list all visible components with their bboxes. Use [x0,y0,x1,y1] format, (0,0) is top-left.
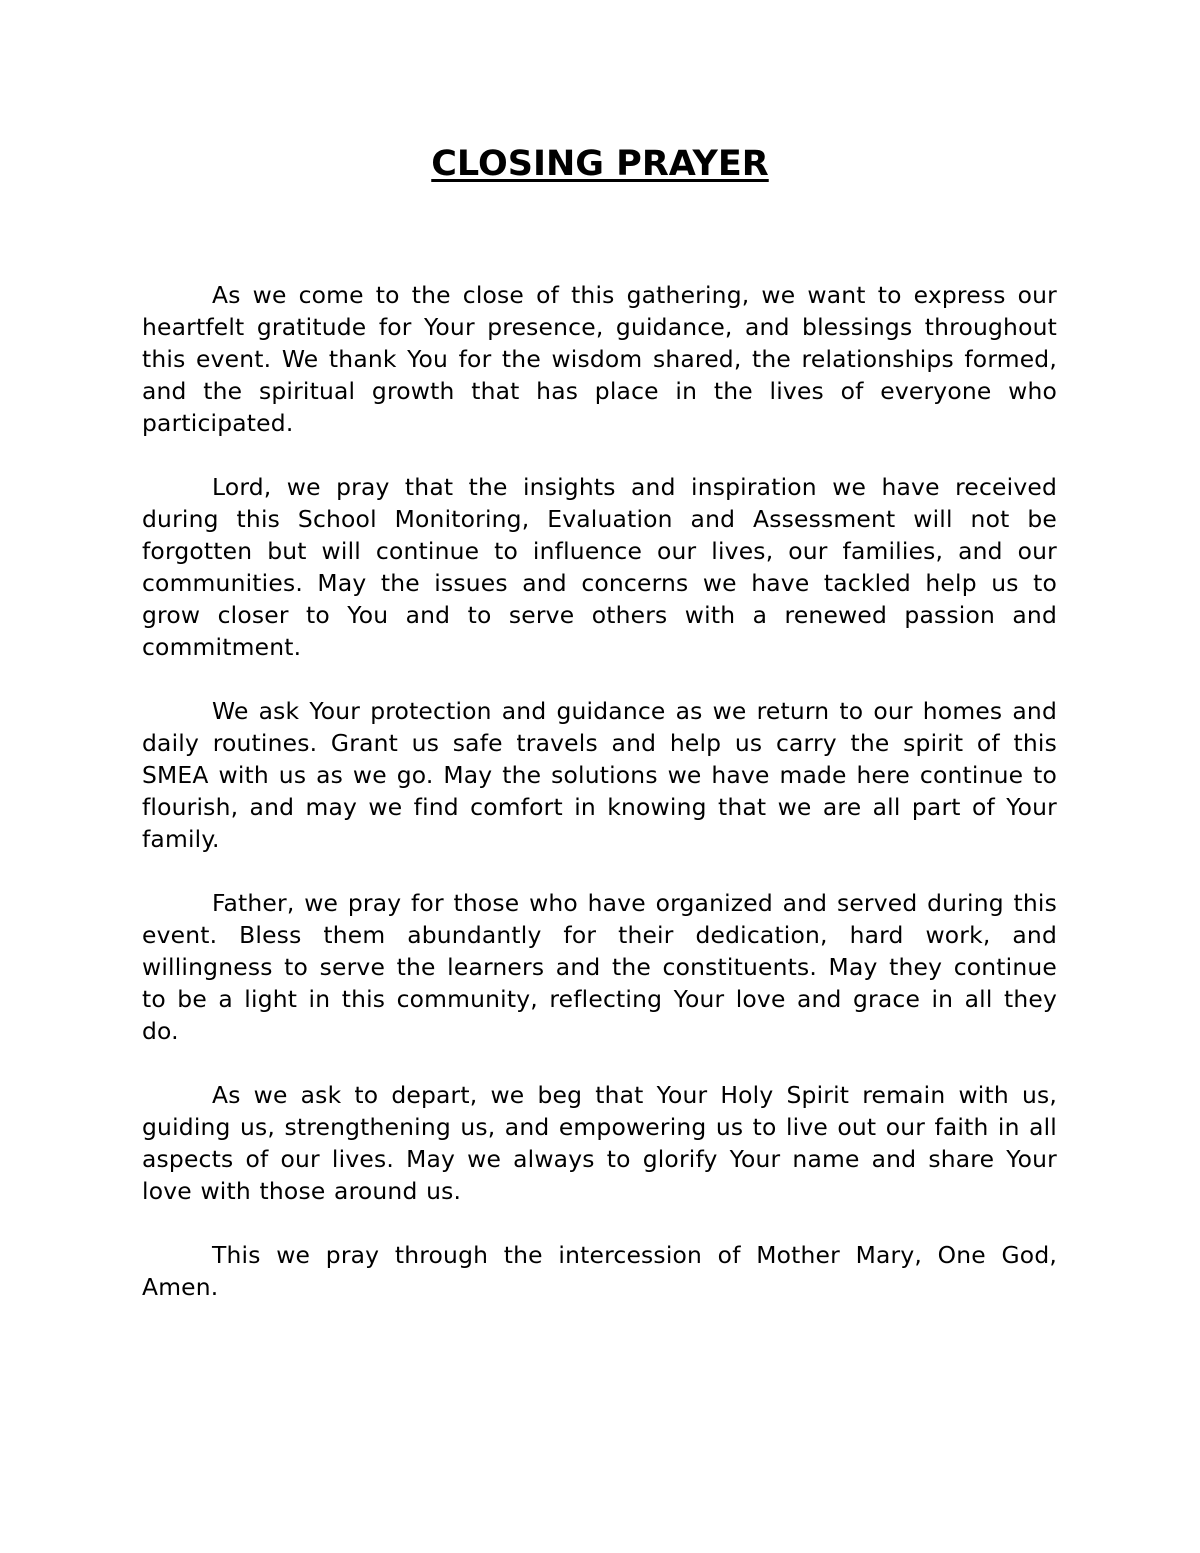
paragraph: We ask Your protection and guidance as we return to our homes and daily routines. Grant us safe travels and help us carry the spirit of this SMEA with us as we go. May the solutions we have made here continue to flourish, and may we find comfort in knowing that we are all part of Your family. [142,697,1057,853]
prayer-body [142,279,1057,1303]
paragraph: This we pray through the intercession of Mother Mary, One God, Amen. [142,1241,1057,1301]
paragraph: Father, we pray for those who have organized and served during this event. Bless them abundantly for their dedication, hard work, and willingness to serve the learners and the constituents. May they continue to be a light in this community, reflecting Your love and grace in all they do. [142,889,1057,1045]
paragraph: As we come to the close of this gathering, we want to express our heartfelt gratitude for Your presence, guidance, and blessings throughout this event. We thank You for the wisdom shared, the relationships formed, and the spiritual growth that has place in the lives of everyone who participated. [142,281,1057,437]
paragraph: Lord, we pray that the insights and inspiration we have received during this School Monitoring, Evaluation and Assessment will not be forgotten but will continue to influence our lives, our families, and our communities. May the issues and concerns we have tackled help us to grow closer to You and to serve others with a renewed passion and commitment. [142,473,1057,661]
paragraph: As we ask to depart, we beg that Your Holy Spirit remain with us, guiding us, strengthening us, and empowering us to live out our faith in all aspects of our lives. May we always to glorify Your name and share Your love with those around us. [142,1081,1057,1205]
page-title: CLOSING PRAYER [431,144,769,184]
